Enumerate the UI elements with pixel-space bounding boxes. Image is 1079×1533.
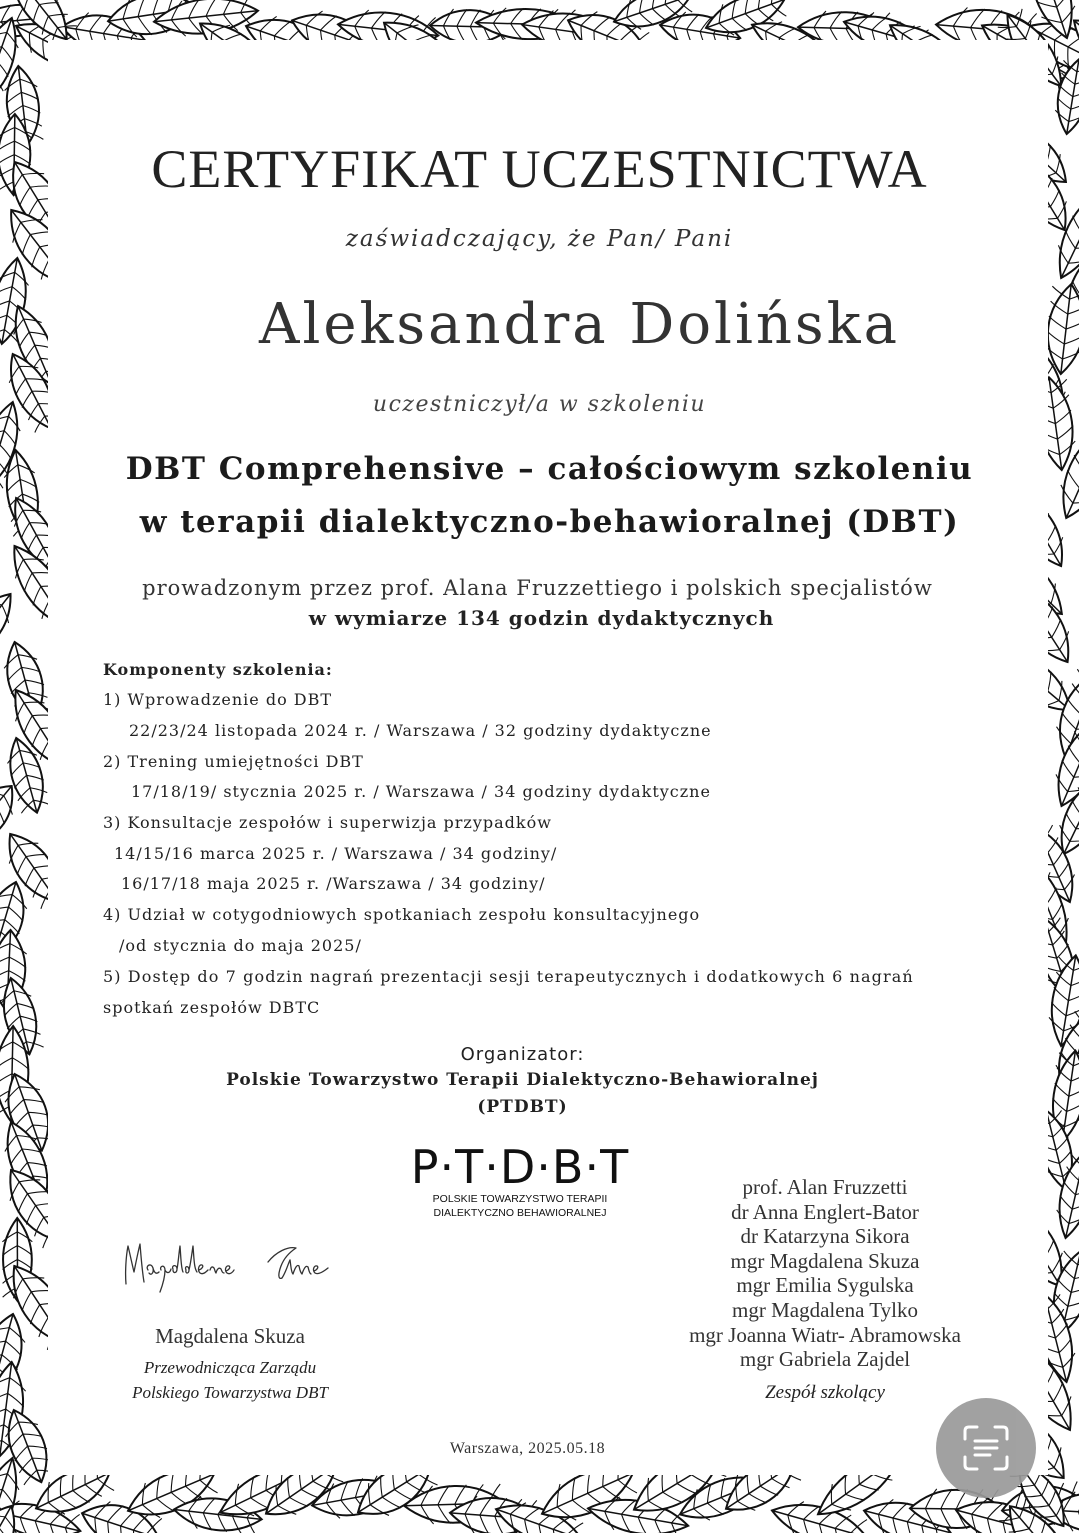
signatory-name: Magdalena Skuza bbox=[155, 1324, 305, 1348]
component-line: 1) Wprowadzenie do DBT bbox=[103, 690, 333, 709]
trainer-name: prof. Alan Fruzzetti bbox=[742, 1175, 908, 1199]
components-heading: Komponenty szkolenia: bbox=[103, 660, 333, 679]
component-line: 3) Konsultacje zespołów i superwizja przypadków bbox=[103, 813, 552, 832]
trainer-name: mgr Joanna Wiatr- Abramowska bbox=[689, 1322, 961, 1347]
signatory-role-line-1: Przewodnicząca Zarządu bbox=[143, 1358, 317, 1377]
text-scan-icon bbox=[961, 1423, 1011, 1473]
course-title-line-2: w terapii dialektyczno-behawioralnej (DBT) bbox=[139, 504, 960, 540]
hours-text: w wymiarze 134 godzin dydaktycznych bbox=[308, 606, 775, 630]
component-line: 2) Trening umiejętności DBT bbox=[103, 752, 364, 771]
trainers-list bbox=[660, 1175, 990, 1372]
participated-text: uczestniczył/a w szkoleniu bbox=[372, 392, 707, 417]
intro-text: zaświadczający, że Pan/ Pani bbox=[345, 226, 734, 252]
logo-mark: P·T·D·B·T bbox=[410, 1140, 630, 1194]
trainer-name: mgr Magdalena Tylko bbox=[732, 1297, 918, 1322]
organizer-name: Polskie Towarzystwo Terapii Dialektyczno-Behawioralnej bbox=[226, 1070, 819, 1090]
trainer-name: mgr Gabriela Zajdel bbox=[739, 1347, 911, 1372]
component-line: 5) Dostęp do 7 godzin nagrań prezentacji sesji terapeutycznych i dodatkowych 6 nagrań bbox=[103, 967, 914, 986]
certificate-title: CERTYFIKAT UCZESTNICTWA bbox=[151, 139, 928, 199]
component-line: 14/15/16 marca 2025 r. / Warszawa / 34 godziny/ bbox=[114, 844, 558, 863]
trainer-name: mgr Emilia Sygulska bbox=[736, 1273, 914, 1298]
led-by-text: prowadzonym przez prof. Alana Fruzzettiego i polskich specjalistów bbox=[142, 576, 933, 600]
trainer-name: dr Katarzyna Sikora bbox=[740, 1224, 910, 1249]
team-label: Zespół szkolący bbox=[765, 1382, 885, 1403]
signatory-role-line-2: Polskiego Towarzystwa DBT bbox=[132, 1383, 328, 1402]
component-line: /od stycznia do maja 2025/ bbox=[119, 936, 362, 955]
participant-name: Aleksandra Dolińska bbox=[259, 292, 900, 357]
logo-subtitle-line-2: DIALEKTYCZNO BEHAWIORALNEJ bbox=[433, 1207, 607, 1219]
course-title-line-1: DBT Comprehensive – całościowym szkoleniu bbox=[125, 451, 974, 487]
place-date: Warszawa, 2025.05.18 bbox=[449, 1440, 606, 1457]
trainer-name: dr Anna Englert-Bator bbox=[731, 1199, 919, 1224]
handwritten-signature bbox=[118, 1232, 368, 1302]
component-line: spotkań zespołów DBTC bbox=[103, 998, 321, 1017]
trainer-name: mgr Magdalena Skuza bbox=[730, 1248, 920, 1273]
organizer-abbr: (PTDBT) bbox=[477, 1097, 568, 1117]
organizer-label: Organizator: bbox=[460, 1044, 585, 1065]
logo-subtitle-line-1: POLSKIE TOWARZYSTWO TERAPII bbox=[432, 1193, 608, 1205]
component-line: 17/18/19/ stycznia 2025 r. / Warszawa / 34 godziny dydaktyczne bbox=[131, 782, 711, 801]
component-line: 22/23/24 listopada 2024 r. / Warszawa / 32 godziny dydaktyczne bbox=[129, 721, 712, 740]
component-line: 4) Udział w cotygodniowych spotkaniach zespołu konsultacyjnego bbox=[103, 905, 701, 924]
scan-text-button[interactable] bbox=[936, 1398, 1036, 1498]
component-line: 16/17/18 maja 2025 r. /Warszawa / 34 godziny/ bbox=[121, 874, 546, 893]
